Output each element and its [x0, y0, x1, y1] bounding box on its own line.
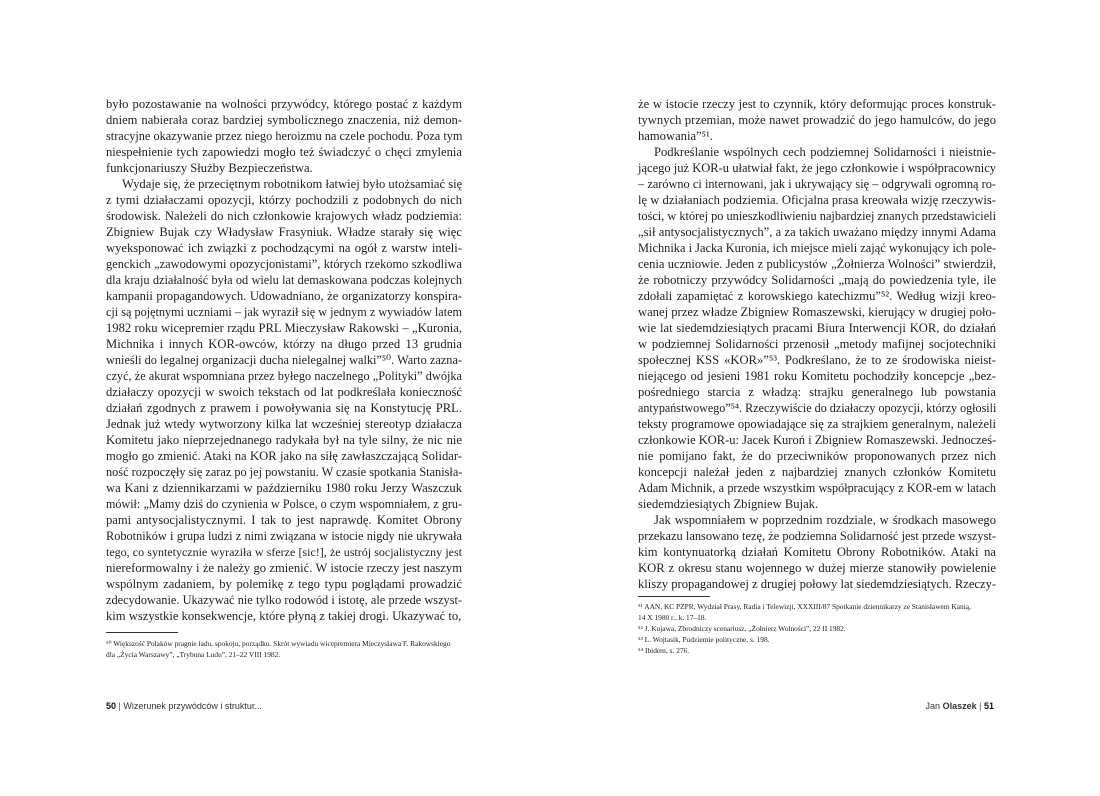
text-line: teksty programowe opowiadające się za strajkiem generalnym, należeli: [638, 417, 996, 431]
footnote-line: 14 X 1980 r., k. 17–18.: [638, 613, 707, 622]
text-line: Adam Michnik, a przede wszystkim współpracujący z KOR-em w latach: [638, 481, 996, 495]
text-line: KOR z okresu stanu wojennego w dużej mierze stanowiły powielenie: [638, 561, 996, 575]
text-line: kampanii propagandowych. Udowadniano, że organizatorzy konspira-: [106, 289, 462, 303]
text-line: ność rozpoczęły się zaraz po jej powstaniu. W czasie spotkania Stanisła-: [106, 465, 463, 479]
text-line: pami antysocjalistycznymi. I tak to jest naprawdę. Komitet Obrony: [106, 513, 462, 527]
text-line: społecznej KSS «KOR»”⁵³. Podkreślano, że to ze środowiska nieist-: [638, 353, 996, 367]
text-line: Michnika i Jacka Kuronia, ich miejsce mieli zająć wykonujący ich pole-: [638, 241, 997, 255]
text-line: działaczy opozycji w swoich tekstach od lat podkreślała konieczność: [106, 385, 462, 399]
text-line: że w istocie rzeczy jest to czynnik, który deformując proces konstruk-: [638, 97, 996, 111]
text-line: lę w działaniach podziemia. Oficjalna prasa kreowała wizję rzeczywis-: [638, 193, 996, 207]
folio-separator: |: [118, 701, 121, 711]
author-first-name: Jan: [925, 701, 941, 711]
text-line: koncepcji należał jeden z najbardziej znanych członków Komitetu: [638, 465, 996, 479]
text-line: Michnika i innych KOR-owców, którzy na długo przed 13 grudnia: [106, 337, 462, 351]
text-line: – zarówno ci internowani, jak i ukrywający się – odgrywali ogromną ro-: [638, 177, 996, 191]
text-line: wa Kani z dziennikarzami w październiku 1980 roku Jerzy Waszczuk: [106, 481, 462, 495]
text-line: jącego już KOR-u ułatwiał fakt, że jego członkowie i współpracownicy: [638, 161, 996, 175]
text-line: Jednak już wtedy wytworzony kilka lat wcześniej stereotyp działacza: [106, 417, 462, 431]
text-line: działań zgodnych z prawem i powoływania się na Konstytucję PRL.: [106, 401, 462, 415]
folio-separator: |: [979, 701, 982, 711]
page-number: 50: [106, 701, 117, 711]
text-line: mówił: „Mamy dziś do czynienia w Polsce, o czym wspomniałem, z gru-: [106, 497, 462, 511]
text-line: niereformowalny i że należy go zmienić. W istocie rzeczy jest naszym: [106, 561, 462, 575]
text-line: zdołali zapamiętać z korowskiego katechizmu”⁵². Według wizji kreo-: [638, 289, 996, 303]
text-line: Jak wspomniałem w poprzednim rozdziale, w środkach masowego: [654, 513, 996, 527]
text-line: genckich „zawodowymi opozycjonistami”, których rzekomo szkodliwa: [106, 257, 462, 271]
text-line: środowisk. Należeli do nich członkowie krajowych władz podziemia:: [106, 209, 462, 223]
text-line: pośredniego starcia z władzą: strajku generalnego lub powstania: [638, 385, 996, 399]
right-folio: [926, 701, 994, 711]
right-page: [550, 0, 1100, 796]
text-line: dniem nabierała coraz bardziej symbolicznego znaczenia, niż demon-: [106, 113, 462, 127]
author-last-name: Olaszek: [942, 701, 977, 711]
text-line: zdecydowanie. Ukazywać nie tylko rodowód i istotę, ale przede wszyst-: [106, 593, 462, 607]
text-line: tości, w której po unieszkodliwieniu najbardziej znanych przedstawicieli: [638, 209, 996, 223]
text-line: Wydaje się, że przeciętnym robotnikom łatwiej było utożsamiać się: [122, 177, 463, 191]
text-line: przekazu lansowano tezę, że podziemna Solidarność jest przede wszyst-: [638, 529, 996, 543]
text-line: wspólnym zadaniem, by polemikę z tego typu poglądami prowadzić: [106, 577, 462, 591]
text-line: kim kontynuatorką działań Komitetu Obrony Robotników. Ataki na: [638, 545, 996, 559]
text-line: antypaństwowego”⁵⁴. Rzeczywiście do działaczy opozycji, którzy ogłosili: [638, 401, 997, 415]
text-line: Robotników i grupa ludzi z nimi związana w istocie nigdy nie ukrywała: [106, 529, 462, 543]
text-line: cji są pojętnymi uczniami – jak wyraził się w jednym z wywiadów latem: [106, 305, 462, 319]
text-line: niejącego od jesieni 1981 roku Komitetu pochodziły koncepcje „bez-: [638, 369, 996, 383]
footnote-rule: [638, 596, 710, 597]
footnote-line: ⁵¹ AAN, KC PZPR, Wydział Prasy, Radia i Telewizji, XXXIII/87 Spotkanie dziennikarzy ze Stanisławem Kanią,: [638, 602, 971, 611]
text-line: wie lat siedemdziesiątych pracami Biura Interwencji KOR, do działań: [638, 321, 996, 335]
text-line: kliszy propagandowej z drugiej połowy lat siedemdziesiątych. Rzeczy-: [638, 577, 997, 591]
text-line: Komitetu jako nieprzejednanego radykała był na tyle silny, że nic nie: [106, 433, 462, 447]
text-line: wnieśli do legalnej organizacji ducha nielegalnej walki”⁵⁰. Warto zazna-: [106, 353, 462, 367]
page-number: 51: [983, 701, 994, 711]
text-line: cenia uczniowie. Jeden z publicystów „Żołnierza Wolności” stwierdził,: [638, 257, 996, 271]
text-line: tego, co syntetycznie wyraziła w sferze [sic!], że ustrój socjalistyczny jest: [106, 545, 462, 559]
text-line: Podkreślanie wspólnych cech podziemnej Solidarności i nieistnie-: [654, 145, 996, 159]
text-line: mogło go zmienić. Ataki na KOR jako na siłę zawłaszczającą Solidar-: [106, 449, 462, 463]
footnote-line: ⁵⁴ Ibidem, s. 276.: [638, 646, 690, 655]
text-line: było pozostawanie na wolności przywódcy, którego postać z każdym: [106, 97, 462, 111]
footnote-rule: [106, 632, 178, 633]
text-line: 1982 roku wicepremier rządu PRL Mieczysław Rakowski – „Kuronia,: [106, 321, 462, 335]
text-line: „sił antysocjalistycznych”, a za takich uważano między innymi Adama: [638, 225, 996, 239]
text-line: z tymi działaczami opozycji, którzy pochodzili z podobnych do nich: [106, 193, 462, 207]
text-line: hamowania”⁵¹.: [638, 129, 713, 143]
text-line: siedemdziesiątych Zbigniew Bujak.: [638, 497, 819, 511]
text-line: nie pomijano fakt, że do przeciwników proponowanych przez nich: [638, 449, 996, 463]
footnote-line: ⁵³ L. Wojtasik, Podziemie polityczne, s. 198.: [638, 635, 770, 644]
text-line: Zbigniew Bujak czy Władysław Frasyniuk. Władze starały się więc: [106, 225, 462, 239]
text-line: wanej przez władze Zbigniew Romaszewski, kierujący w drugiej poło-: [638, 305, 996, 319]
footnote-line: dla „Życia Warszawy”, „Trybuna Ludu”, 21–22 VIII 1982.: [106, 650, 281, 659]
text-line: stracyjne okazywanie przez niego heroizmu na czele pochodu. Poza tym: [106, 129, 463, 143]
text-line: dla kraju działalność była od wielu lat demaskowana podczas kolejnych: [106, 273, 462, 287]
text-line: niespełnienie tych zapowiedzi mogło też świadczyć o chęci zmylenia: [106, 145, 462, 159]
text-line: w podziemnej Solidarności przenosił „metody mafijnej socjotechniki: [638, 337, 996, 351]
text-line: że robotniczy przywódcy Solidarności „mają do powiedzenia tyle, ile: [638, 273, 996, 287]
text-line: wyeksponować ich związki z pochodzącymi na ogół z warstw inteli-: [106, 241, 462, 255]
running-title: Wizerunek przywódców i struktur...: [123, 701, 262, 711]
left-folio: [106, 701, 262, 711]
text-line: funkcjonariuszy Służby Bezpieczeństwa.: [106, 161, 313, 175]
footnote-line: ⁵² J. Kujawa, Zbrodniczy scenariusz, „Żołnierz Wolności”, 22 II 1982.: [638, 624, 846, 633]
text-line: tywnych przemian, może nawet prowadzić do jego hamulców, do jego: [638, 113, 996, 127]
footnote-line: ⁵⁰ Większość Polaków pragnie ładu, spokoju, porządku. Skrót wywiadu wicepremiera Mieczysława F. Rakowskiego: [106, 639, 451, 648]
text-line: kim wszystkie konsekwencje, które płyną z takiej drogi. Ukazywać to,: [106, 609, 462, 623]
text-line: członkowie KOR-u: Jacek Kuroń i Zbigniew Romaszewski. Jednocześ-: [638, 433, 997, 447]
text-line: czyć, że akurat wspomniana przez byłego naczelnego „Polityki” dwójka: [106, 369, 462, 383]
